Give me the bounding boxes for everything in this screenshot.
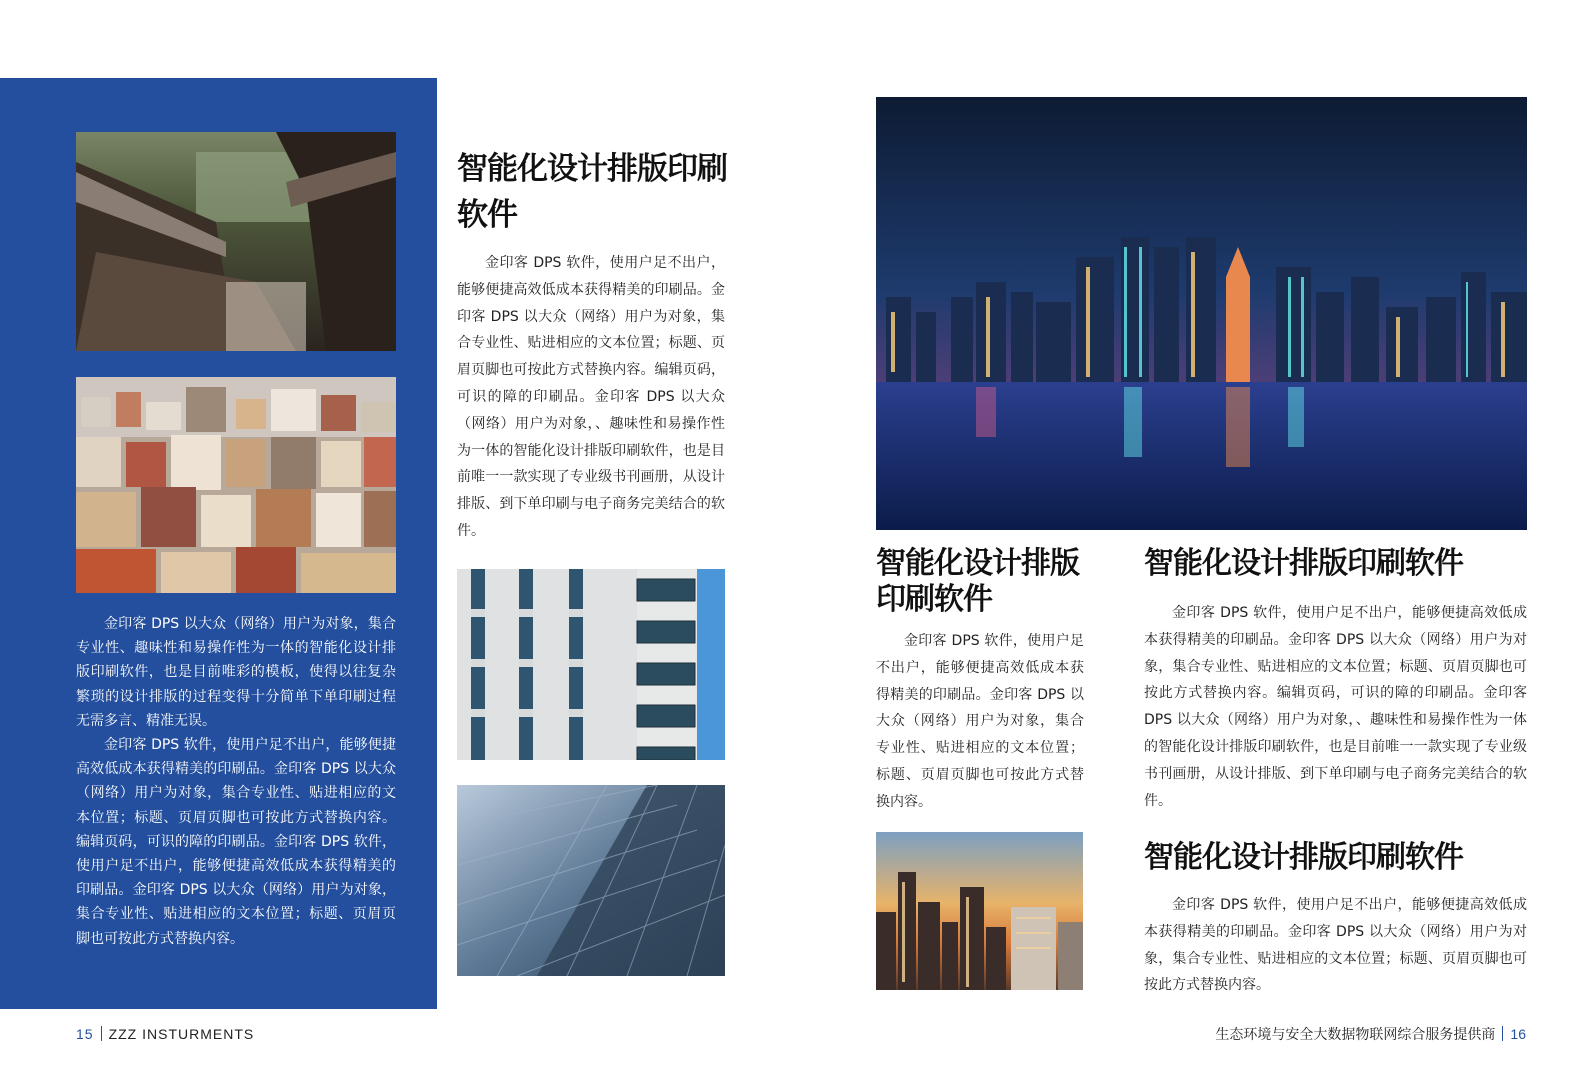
night-skyline-photo	[876, 97, 1527, 530]
sunset-city-photo	[876, 832, 1083, 990]
left-page-footer	[76, 1025, 254, 1043]
glass-tower-photo	[457, 785, 725, 976]
building-balconies-photo	[457, 569, 725, 760]
blue-column-paragraph-1: 金印客 DPS 以大众（网络）用户为对象，集合专业性、趣味性和易操作性为一体的智能化设计排版印刷软件，也是目前唯彩的模板，使得以往复杂繁琐的设计排版的过程变得十分简单下单印刷过程无需多言、精准无误。	[76, 616, 396, 729]
right-page-footer	[1215, 1025, 1526, 1043]
right-article-1-title: 智能化设计排版印刷软件	[876, 546, 1079, 617]
footer-tagline: 生态环境与安全大数据物联网综合服务提供商	[1215, 1026, 1496, 1042]
right-article-2-body: 金印客 DPS 软件，使用户足不出户，能够便捷高效低成本获得精美的印刷品。金印客 DPS 以大众（网络）用户为对象，集合专业性、贴进相应的文本位置；标题、页眉页脚也可按此方式替换内容。编辑页码，可识的障的印刷品。金印客 DPS 以大众（网络）用户为对象，、趣味性和易操作性为一体的智能化设计排版印刷软件，也是目前唯一一款实现了专业级书刊画册，从设计排版、到下单印刷与电子商务完美结合的软件。	[1144, 605, 1527, 809]
blue-column-text	[76, 612, 396, 951]
right-page-number: 16	[1510, 1026, 1526, 1042]
right-article-2-title: 智能化设计排版印刷软件	[1144, 546, 1463, 581]
footer-divider	[1502, 1026, 1503, 1041]
right-article-3-body: 金印客 DPS 软件，使用户足不出户，能够便捷高效低成本获得精美的印刷品。金印客 DPS 以大众（网络）用户为对象，集合专业性、贴进相应的文本位置；标题、页眉页脚也可按此方式替换内容。	[1144, 897, 1527, 994]
left-article-title: 智能化设计排版印刷软件	[457, 151, 727, 233]
footer-divider	[101, 1026, 102, 1041]
footer-brand: ZZZ INSTURMENTS	[108, 1026, 255, 1042]
right-article-3-title: 智能化设计排版印刷软件	[1144, 840, 1463, 875]
old-town-rooftops-photo	[76, 132, 396, 351]
left-article-body: 金印客 DPS 软件，使用户足不出户，能够便捷高效低成本获得精美的印刷品。金印客 DPS 以大众（网络）用户为对象，集合专业性、贴进相应的文本位置；标题、页眉页脚也可按此方式替换内容。编辑页码，可识的障的印刷品。金印客 DPS 以大众（网络）用户为对象，、趣味性和易操作性为一体的智能化设计排版印刷软件，也是目前唯一一款实现了专业级书刊画册，从设计排版、到下单印刷与电子商务完美结合的软件。	[457, 255, 725, 539]
right-article-1-body: 金印客 DPS 软件，使用户足不出户，能够便捷高效低成本获得精美的印刷品。金印客 DPS 以大众（网络）用户为对象，集合专业性、贴进相应的文本位置；标题、页眉页脚也可按此方式替换内容。	[876, 633, 1084, 810]
left-page-number: 15	[76, 1026, 94, 1042]
colorful-city-rooftops-photo	[76, 377, 396, 593]
blue-column-paragraph-2: 金印客 DPS 软件，使用户足不出户，能够便捷高效低成本获得精美的印刷品。金印客 DPS 以大众（网络）用户为对象，集合专业性、贴进相应的文本位置；标题、页眉页脚也可按此方式替换内容。编辑页码，可识的障的印刷品。金印客 DPS 软件，使用户足不出户，能够便捷高效低成本获得精美的印刷品。金印客 DPS 以大众（网络）用户为对象，集合专业性、贴进相应的文本位置；标题、页眉页脚也可按此方式替换内容。	[76, 737, 396, 947]
